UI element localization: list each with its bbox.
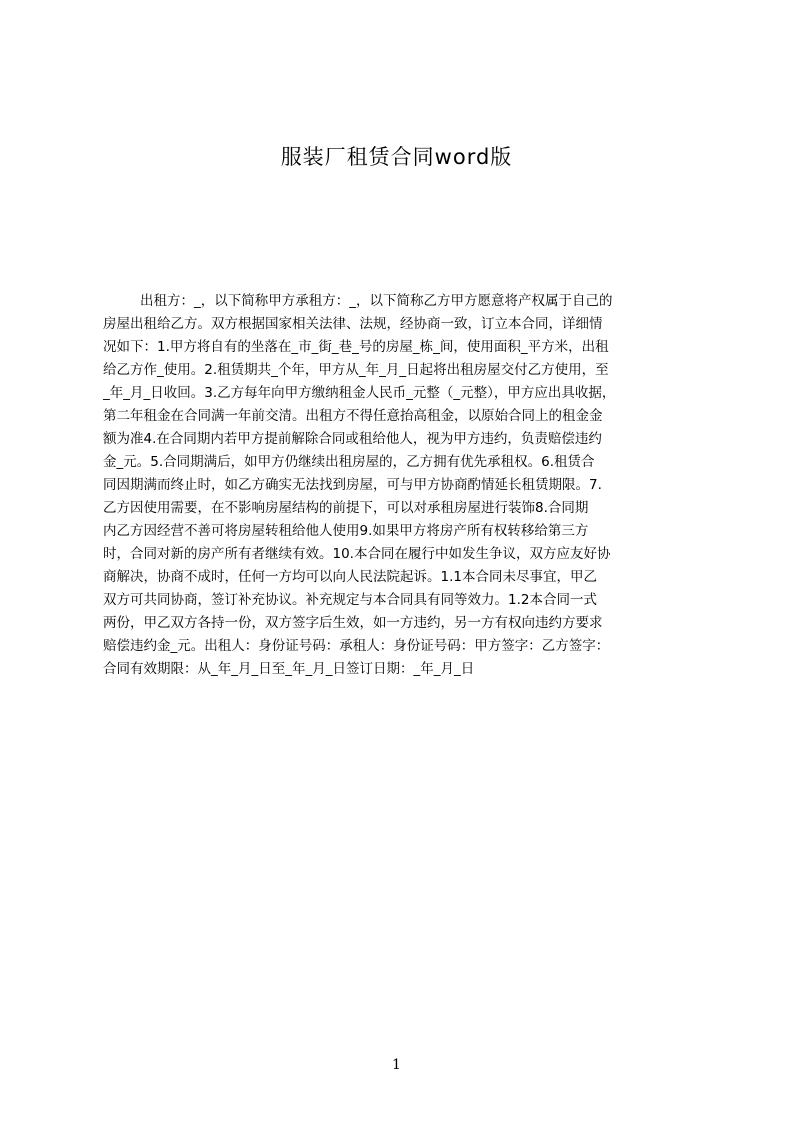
body-line: 合同有效期限：从_年_月_日至_年_月_日签订日期：_年_月_日 xyxy=(103,661,475,677)
page-number: 1 xyxy=(392,1057,401,1073)
body-line: 金_元。5.合同期满后，如甲方仍继续出租房屋的，乙方拥有优先承租权。6.租赁合 xyxy=(103,454,595,470)
document-title: 服装厂租赁合同word版 xyxy=(280,145,513,169)
body-line: 时，合同对新的房产所有者继续有效。10.本合同在履行中如发生争议，双方应友好协 xyxy=(103,546,611,562)
body-line: 双方可共同协商，签订补充协议。补充规定与本合同具有同等效力。1.2本合同一式 xyxy=(103,592,597,608)
body-line: 乙方因使用需要，在不影响房屋结构的前提下，可以对承租房屋进行装饰8.合同期 xyxy=(103,500,589,516)
body-line: 出租方：_，以下简称甲方承租方：_，以下简称乙方甲方愿意将产权属于自己的 xyxy=(140,293,613,309)
body-line: 两份，甲乙双方各持一份，双方签字后生效，如一方违约，另一方有权向违约方要求 xyxy=(103,615,603,631)
contract-body xyxy=(103,290,697,750)
body-line: _年_月_日收回。3.乙方每年向甲方缴纳租金人民币_元整（_元整），甲方应出具收据， xyxy=(103,385,616,401)
body-line: 同因期满而终止时，如乙方确实无法找到房屋，可与甲方协商酌情延长租赁期限。7. xyxy=(103,477,602,493)
body-line: 额为准4.在合同期内若甲方提前解除合同或租给他人，视为甲方违约，负责赔偿违约 xyxy=(103,431,602,447)
body-line: 房屋出租给乙方。双方根据国家相关法律、法规，经协商一致，订立本合同，详细情 xyxy=(103,316,603,332)
body-line: 第二年租金在合同满一年前交清。出租方不得任意抬高租金，以原始合同上的租金金 xyxy=(103,408,603,424)
body-line: 内乙方因经营不善可将房屋转租给他人使用9.如果甲方将房产所有权转移给第三方 xyxy=(103,523,589,539)
body-line: 赔偿违约金_元。出租人：身份证号码：承租人：身份证号码：甲方签字：乙方签字： xyxy=(103,638,610,654)
body-line: 况如下：1.甲方将自有的坐落在_市_街_巷_号的房屋_栋_间，使用面积_平方米，出租 xyxy=(103,339,609,355)
body-line: 商解决，协商不成时，任何一方均可以向人民法院起诉。1.1本合同未尽事宜，甲乙 xyxy=(103,569,597,585)
body-line: 给乙方作_使用。2.租赁期共_个年，甲方从_年_月_日起将出租房屋交付乙方使用，至 xyxy=(103,362,609,378)
